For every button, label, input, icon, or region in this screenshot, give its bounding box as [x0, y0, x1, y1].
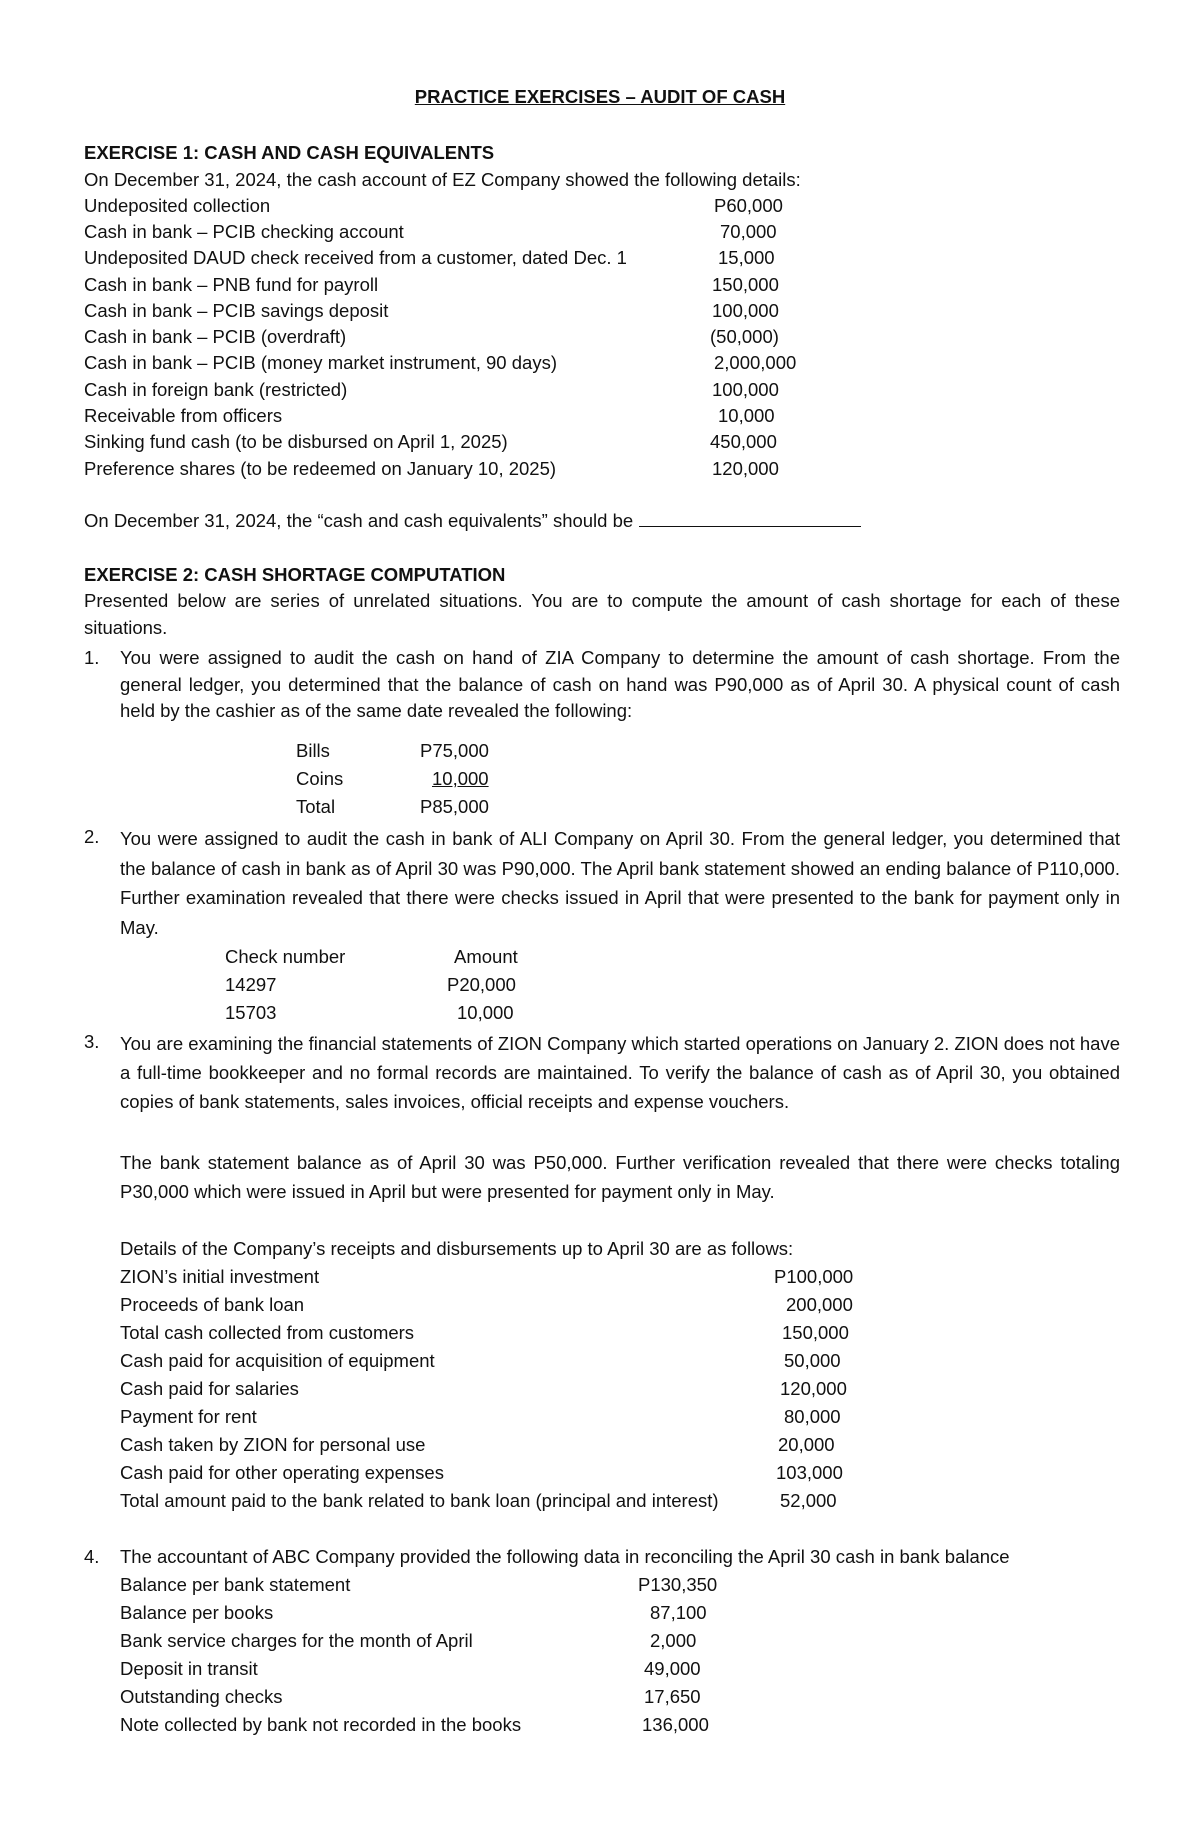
- question-text: On December 31, 2024, the “cash and cash equivalents” should be: [84, 510, 634, 531]
- list-item: [120, 1264, 880, 1291]
- cell-amount: P20,000: [447, 974, 516, 995]
- item-amount: P60,000: [714, 195, 783, 216]
- item-amount: 70,000: [720, 221, 777, 242]
- list-item: [84, 350, 824, 377]
- item-label: Sinking fund cash (to be disbursed on April 1, 2025): [84, 431, 508, 452]
- item-amount: 2,000,000: [714, 352, 797, 373]
- list-item: [120, 1292, 880, 1319]
- item-amount: P130,350: [638, 1574, 718, 1595]
- item-amount: 136,000: [642, 1714, 709, 1735]
- list-item: [84, 403, 824, 430]
- item-label: Total cash collected from customers: [120, 1322, 415, 1343]
- exercise-1-intro: On December 31, 2024, the cash account of EZ Company showed the following details:: [84, 169, 801, 190]
- item-amount: 50,000: [784, 1350, 841, 1371]
- item-label: Cash in bank – PCIB (overdraft): [84, 326, 347, 347]
- list-item: [84, 272, 824, 299]
- situation-2-number: 2.: [84, 826, 100, 847]
- item-amount: P100,000: [774, 1266, 854, 1287]
- item-label: Payment for rent: [120, 1406, 257, 1427]
- item-amount: 150,000: [782, 1322, 849, 1343]
- list-item: [84, 324, 824, 351]
- situation-3-details-intro: Details of the Company’s receipts and disbursements up to April 30 are as follows:: [120, 1238, 794, 1259]
- cell-amount: P75,000: [420, 740, 489, 761]
- situation-4-number: 4.: [84, 1546, 100, 1567]
- list-item: [120, 1628, 760, 1655]
- table-row: [296, 794, 536, 821]
- cell-label: Total: [296, 796, 336, 817]
- list-item: [84, 219, 824, 246]
- cell-amount: 10,000: [457, 1002, 514, 1023]
- item-amount: 17,650: [644, 1686, 701, 1707]
- table-row: [225, 1000, 545, 1027]
- item-label: Undeposited collection: [84, 195, 271, 216]
- list-item: [84, 456, 824, 483]
- list-item: [84, 429, 824, 456]
- list-item: [84, 245, 824, 272]
- item-amount: 49,000: [644, 1658, 701, 1679]
- situation-3-text: You are examining the financial statements of ZION Company which started operations on January 2. ZION does not have a full-time bookkeeper and no formal records are maintained. To verify the balance of cash as of April 30, you obtained copies of bank statements, sales invoices, official receipts and expense vouchers.: [120, 1033, 1120, 1112]
- item-label: Cash taken by ZION for personal use: [120, 1434, 426, 1455]
- item-label: Cash paid for other operating expenses: [120, 1462, 444, 1483]
- table-row: [296, 766, 536, 793]
- table-header: [225, 944, 545, 971]
- item-label: Proceeds of bank loan: [120, 1294, 305, 1315]
- item-label: Note collected by bank not recorded in the books: [120, 1714, 522, 1735]
- item-amount: 103,000: [776, 1462, 843, 1483]
- item-amount: 20,000: [778, 1434, 835, 1455]
- item-label: Cash in bank – PCIB (money market instrument, 90 days): [84, 352, 557, 373]
- item-amount: 120,000: [712, 458, 779, 479]
- cell-label: Coins: [296, 768, 344, 789]
- item-label: Receivable from officers: [84, 405, 283, 426]
- item-label: Preference shares (to be redeemed on January 10, 2025): [84, 458, 557, 479]
- list-item: [120, 1320, 880, 1347]
- cell-label: Bills: [296, 740, 330, 761]
- list-item: [84, 193, 824, 220]
- item-label: Undeposited DAUD check received from a customer, dated Dec. 1: [84, 247, 627, 268]
- situation-3-number: 3.: [84, 1031, 100, 1052]
- situation-1-text: You were assigned to audit the cash on hand of ZIA Company to determine the amount of cash shortage. From the general ledger, you determined that the balance of cash on hand was P90,000 as of April 30. A physical count of cash held by the cashier as of the same date revealed the following:: [120, 647, 1120, 721]
- cell-check: 14297: [225, 974, 277, 995]
- list-item: [120, 1376, 880, 1403]
- item-amount: 15,000: [718, 247, 775, 268]
- column-header-amount: Amount: [454, 946, 518, 967]
- item-amount: 450,000: [710, 431, 777, 452]
- exercise-1-heading: EXERCISE 1: CASH AND CASH EQUIVALENTS: [84, 142, 495, 163]
- list-item: [120, 1348, 880, 1375]
- list-item: [84, 377, 824, 404]
- exercise-2-heading: EXERCISE 2: CASH SHORTAGE COMPUTATION: [84, 564, 506, 585]
- item-amount: 100,000: [712, 300, 779, 321]
- situation-2-text: You were assigned to audit the cash in bank of ALI Company on April 30. From the general ledger, you determined that the balance of cash in bank as of April 30 was P90,000. The April bank statement showed an ending balance of P110,000. Further examination revealed that there were checks issued in April that were presented to the bank for payment only in May.: [120, 828, 1120, 938]
- table-row: [225, 972, 545, 999]
- list-item: [120, 1460, 880, 1487]
- item-label: Outstanding checks: [120, 1686, 283, 1707]
- item-amount: 150,000: [712, 274, 779, 295]
- item-amount: (50,000): [710, 326, 779, 347]
- item-label: Cash in bank – PCIB savings deposit: [84, 300, 389, 321]
- list-item: [120, 1600, 760, 1627]
- item-label: Cash in bank – PNB fund for payroll: [84, 274, 379, 295]
- item-amount: 10,000: [718, 405, 775, 426]
- table-row: [296, 738, 536, 765]
- list-item: [120, 1712, 760, 1739]
- item-label: Balance per bank statement: [120, 1574, 351, 1595]
- exercise-2-intro: Presented below are series of unrelated situations. You are to compute the amount of cash shortage for each of these situations.: [84, 590, 1120, 638]
- item-amount: 52,000: [780, 1490, 837, 1511]
- page-title: PRACTICE EXERCISES – AUDIT OF CASH: [414, 86, 786, 107]
- exercise-1-question: [84, 508, 861, 535]
- item-amount: 100,000: [712, 379, 779, 400]
- answer-blank[interactable]: [639, 508, 861, 527]
- situation-3-text-2: The bank statement balance as of April 30 was P50,000. Further verification revealed that there were checks totaling P30,000 which were issued in April but were presented for payment only in May.: [120, 1152, 1120, 1202]
- column-header-check: Check number: [225, 946, 346, 967]
- cell-check: 15703: [225, 1002, 277, 1023]
- item-label: Deposit in transit: [120, 1658, 258, 1679]
- situation-1-number: 1.: [84, 647, 100, 668]
- item-label: Balance per books: [120, 1602, 274, 1623]
- list-item: [84, 298, 824, 325]
- item-label: Cash in foreign bank (restricted): [84, 379, 348, 400]
- item-amount: 120,000: [780, 1378, 847, 1399]
- item-label: Cash paid for salaries: [120, 1378, 299, 1399]
- situation-4-text: The accountant of ABC Company provided the following data in reconciling the April 30 cash in bank balance: [120, 1546, 1010, 1567]
- item-amount: 2,000: [650, 1630, 697, 1651]
- item-label: Cash in bank – PCIB checking account: [84, 221, 404, 242]
- item-amount: 80,000: [784, 1406, 841, 1427]
- list-item: [120, 1656, 760, 1683]
- list-item: [120, 1684, 760, 1711]
- item-label: Cash paid for acquisition of equipment: [120, 1350, 435, 1371]
- cell-amount: 10,000: [432, 768, 489, 789]
- cell-amount: P85,000: [420, 796, 489, 817]
- item-label: ZION’s initial investment: [120, 1266, 320, 1287]
- list-item: [120, 1404, 880, 1431]
- list-item: [120, 1488, 880, 1515]
- item-amount: 87,100: [650, 1602, 707, 1623]
- item-label: Bank service charges for the month of April: [120, 1630, 473, 1651]
- list-item: [120, 1572, 760, 1599]
- item-label: Total amount paid to the bank related to bank loan (principal and interest): [120, 1490, 719, 1511]
- item-amount: 200,000: [786, 1294, 853, 1315]
- list-item: [120, 1432, 880, 1459]
